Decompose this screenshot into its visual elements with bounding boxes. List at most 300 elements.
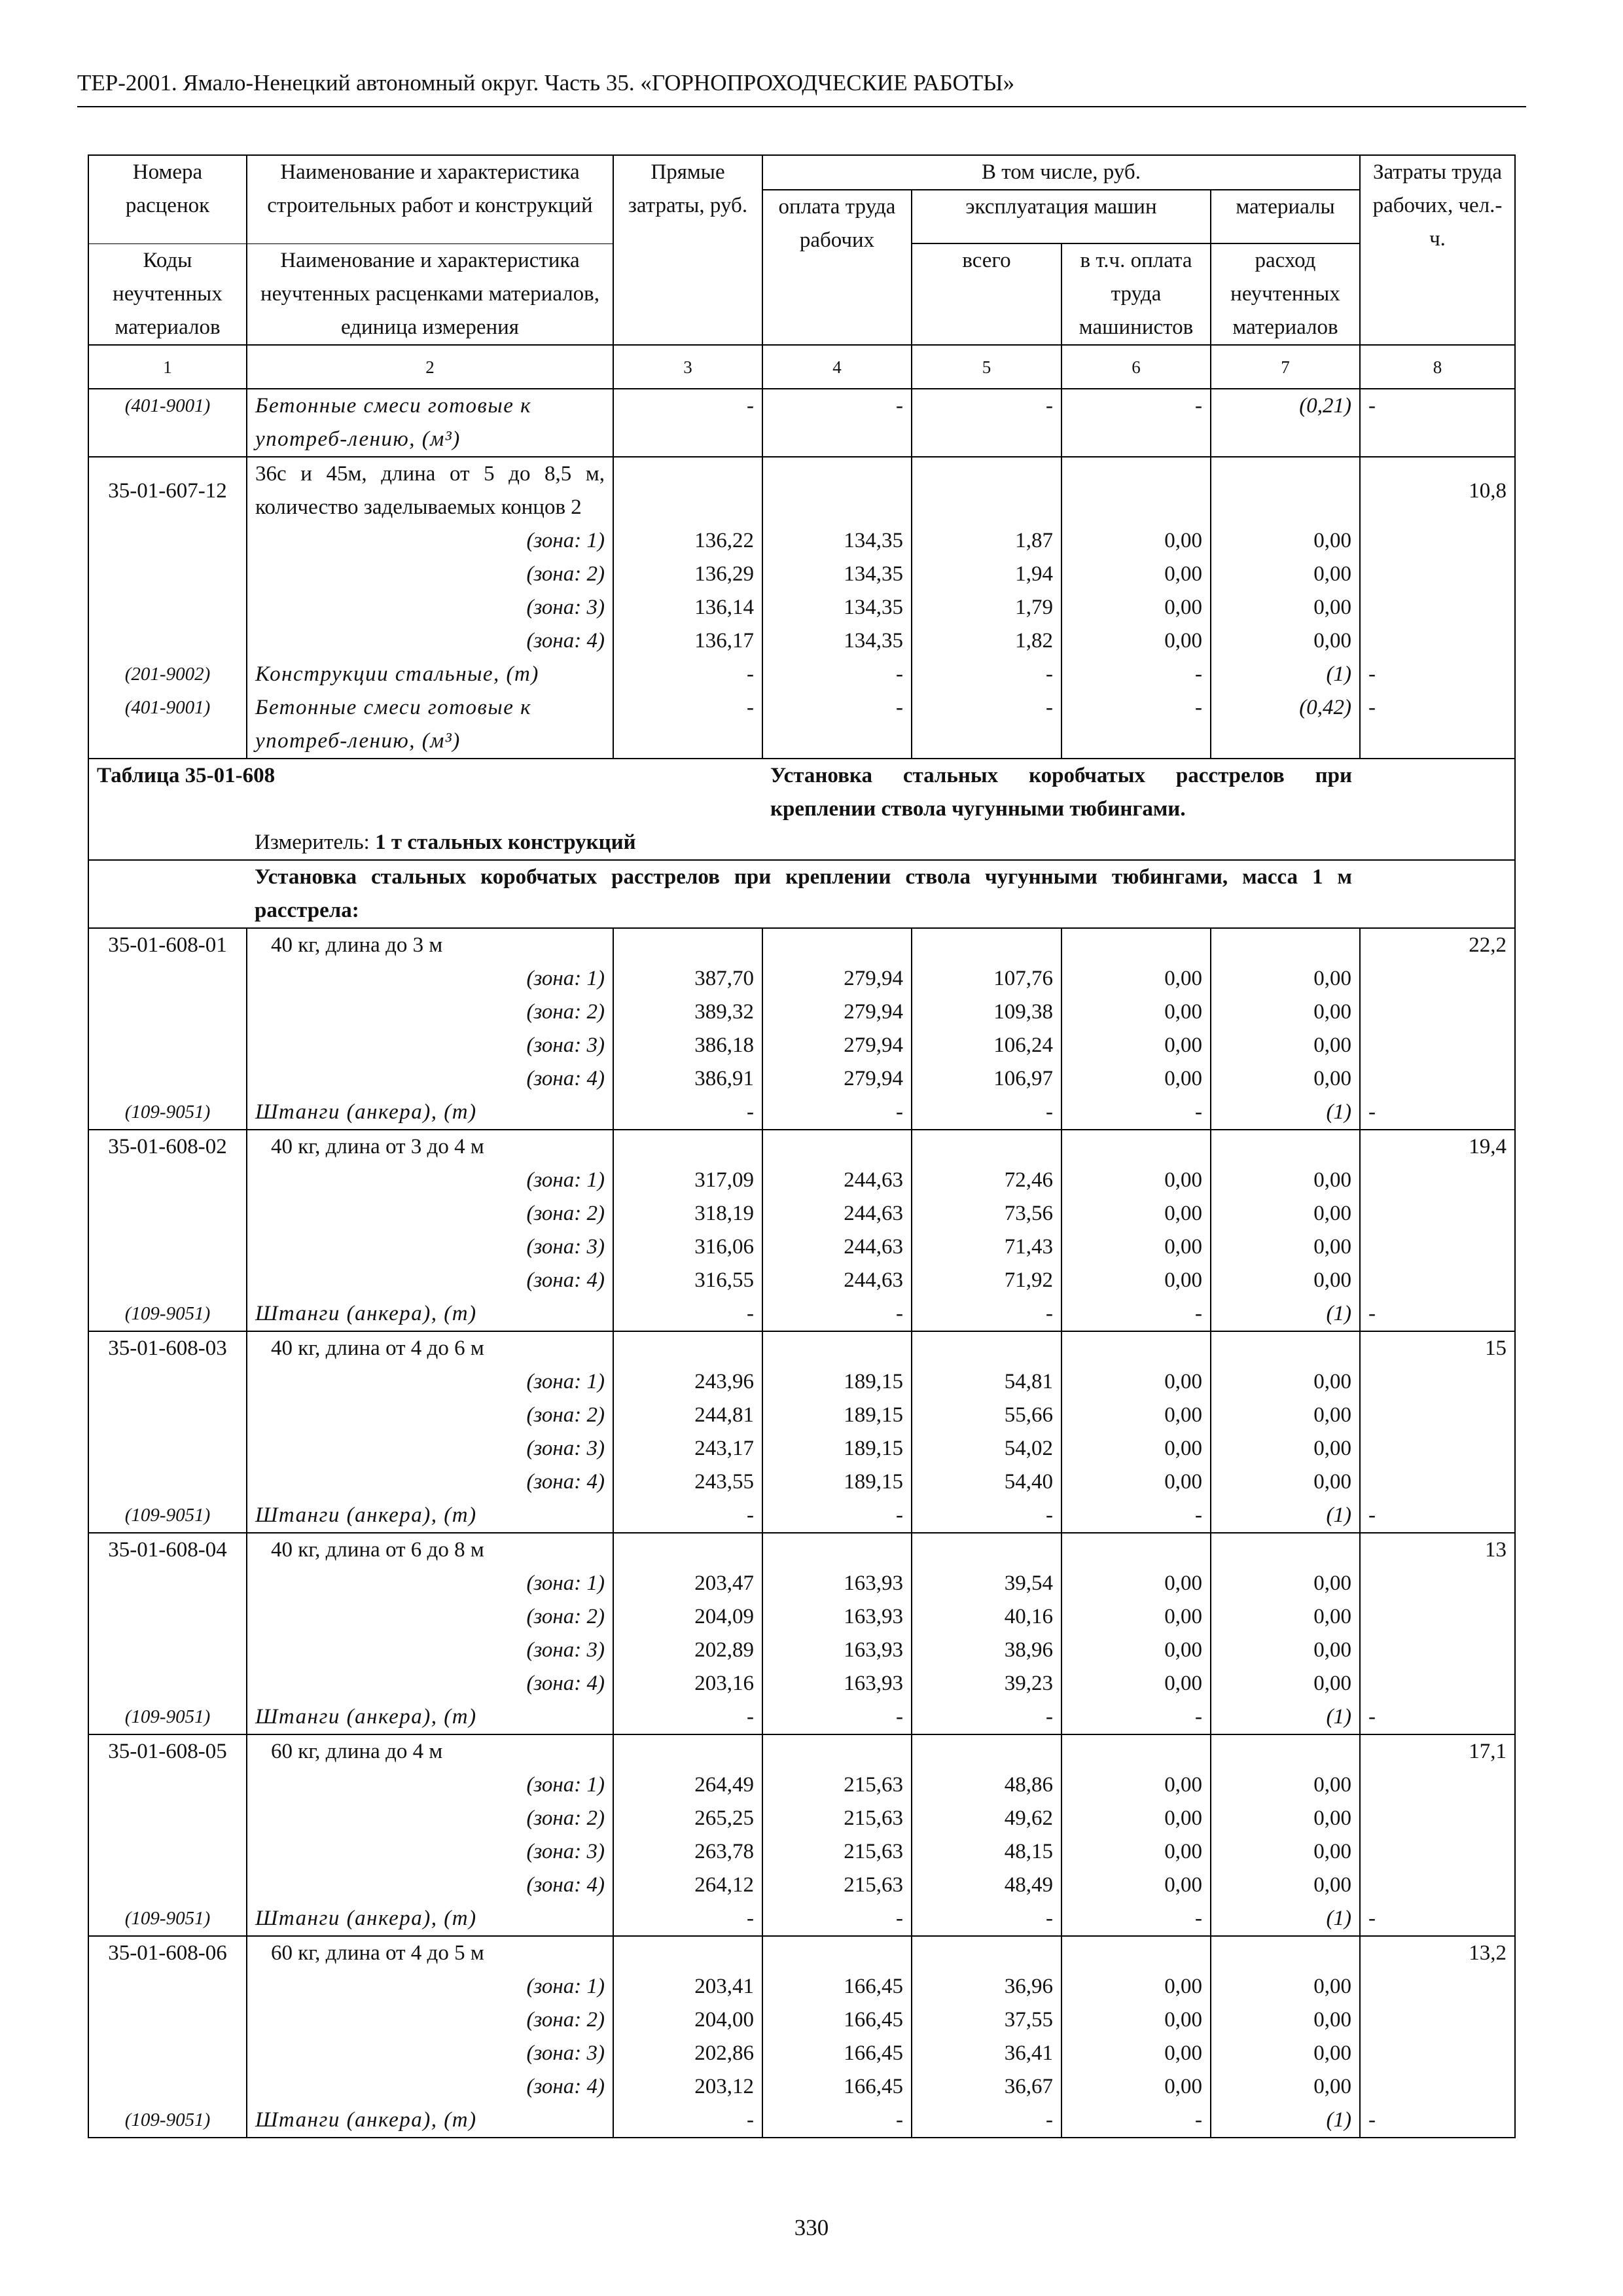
rate-description: 40 кг, длина от 6 до 8 м	[247, 1533, 613, 1567]
table-title: Установка стальных коробчатых расстрелов при креплении ствола чугунными тюбингами.	[770, 764, 1353, 821]
zone-row	[88, 1567, 1515, 1600]
material-code: (401-9001)	[88, 691, 247, 759]
cell-material-expense: 0,00	[1211, 1869, 1360, 1902]
cell-wages: 166,45	[762, 2003, 912, 2037]
cell-material-expense: (1)	[1211, 658, 1360, 691]
cell-labor	[1360, 1062, 1515, 1096]
zone-label: (зона: 3)	[247, 1835, 613, 1869]
empty-cell	[1211, 1331, 1360, 1365]
cell-machines-wages: 0,00	[1061, 1567, 1211, 1600]
cell-labor: 17,1	[1360, 1734, 1515, 1768]
col-number: 1	[88, 345, 247, 389]
zone-row	[88, 1667, 1515, 1700]
col-number: 4	[762, 345, 912, 389]
zone-spacer	[88, 1567, 247, 1600]
cell-labor: -	[1360, 1902, 1515, 1936]
material-row	[88, 2104, 1515, 2138]
cell-wages: 244,63	[762, 1230, 912, 1264]
material-row	[88, 389, 1515, 457]
zone-label: (зона: 2)	[247, 1802, 613, 1835]
cell-direct: 264,49	[613, 1768, 762, 1802]
empty-cell	[1061, 1936, 1211, 1970]
cell-wages: 134,35	[762, 524, 912, 558]
zone-row	[88, 1164, 1515, 1197]
material-code: (109-9051)	[88, 1700, 247, 1734]
cell-material-expense: 0,00	[1211, 1970, 1360, 2003]
material-name: Штанги (анкера), (т)	[247, 2104, 613, 2138]
cell-direct: -	[613, 658, 762, 691]
table-body-top-materials	[88, 658, 1515, 759]
cell-labor: -	[1360, 1297, 1515, 1331]
cell-machines: 1,79	[912, 591, 1061, 624]
zone-row	[88, 1264, 1515, 1297]
col-machines-wages: в т.ч. оплата труда машинистов	[1061, 243, 1211, 345]
cell-labor: -	[1360, 1096, 1515, 1130]
cell-machines-wages: 0,00	[1061, 1432, 1211, 1465]
cell-wages: 134,35	[762, 624, 912, 658]
zone-label: (зона: 3)	[247, 1634, 613, 1667]
cell-direct: 318,19	[613, 1197, 762, 1230]
zone-label: (зона: 1)	[247, 1365, 613, 1399]
material-name: Штанги (анкера), (т)	[247, 1902, 613, 1936]
rate-code: 35-01-607-12	[88, 457, 247, 524]
cell-direct: 244,81	[613, 1399, 762, 1432]
zone-spacer	[88, 1667, 247, 1700]
cell-machines: 1,94	[912, 558, 1061, 591]
cell-direct: 386,91	[613, 1062, 762, 1096]
cell-machines-wages: -	[1061, 1499, 1211, 1533]
cell-direct: -	[613, 389, 762, 457]
cell-material-expense: 0,00	[1211, 591, 1360, 624]
cell-machines: 38,96	[912, 1634, 1061, 1667]
empty-cell	[1061, 928, 1211, 962]
header-rule	[77, 106, 1526, 107]
zone-spacer	[88, 524, 247, 558]
cell-labor	[1360, 1197, 1515, 1230]
rate-items	[88, 928, 1515, 2138]
zone-spacer	[88, 1264, 247, 1297]
zone-label: (зона: 1)	[247, 962, 613, 996]
cell-direct: 243,96	[613, 1365, 762, 1399]
zone-row	[88, 996, 1515, 1029]
cell-machines-wages: 0,00	[1061, 1970, 1211, 2003]
empty-cell	[1061, 1734, 1211, 1768]
cell-labor: 10,8	[1360, 457, 1515, 524]
cell-machines-wages: 0,00	[1061, 1029, 1211, 1062]
cell-material-expense: 0,00	[1211, 2003, 1360, 2037]
cell-machines: 39,23	[912, 1667, 1061, 1700]
zone-label: (зона: 3)	[247, 1029, 613, 1062]
cell-direct: 204,09	[613, 1600, 762, 1634]
cell-direct: -	[613, 1096, 762, 1130]
col-number: 2	[247, 345, 613, 389]
cell-machines-wages: -	[1061, 1700, 1211, 1734]
zone-spacer	[88, 1768, 247, 1802]
col-number: 8	[1360, 345, 1515, 389]
measure	[247, 826, 1360, 860]
cell-machines: 55,66	[912, 1399, 1061, 1432]
zone-spacer	[88, 1365, 247, 1399]
cell-machines-wages: 0,00	[1061, 1869, 1211, 1902]
cell-machines: -	[912, 389, 1061, 457]
cell-machines: 54,81	[912, 1365, 1061, 1399]
cell-labor	[1360, 1600, 1515, 1634]
cell-direct: 389,32	[613, 996, 762, 1029]
zone-label: (зона: 2)	[247, 558, 613, 591]
zone-label: (зона: 1)	[247, 1768, 613, 1802]
cell-direct: 263,78	[613, 1835, 762, 1869]
cell-material-expense: (1)	[1211, 1902, 1360, 1936]
cell-direct: -	[613, 2104, 762, 2138]
cell-direct: 136,22	[613, 524, 762, 558]
cell-wages: 163,93	[762, 1600, 912, 1634]
cell-machines-wages: 0,00	[1061, 591, 1211, 624]
cell-wages: 163,93	[762, 1634, 912, 1667]
cell-wages: 189,15	[762, 1365, 912, 1399]
cell-direct: 243,17	[613, 1432, 762, 1465]
material-name: Бетонные смеси готовые к употреб-лению, (м³)	[247, 691, 613, 759]
cell-labor	[1360, 1869, 1515, 1902]
rate-row	[88, 1533, 1515, 1567]
zone-spacer	[88, 1197, 247, 1230]
cell-wages: 189,15	[762, 1465, 912, 1499]
cell-machines: 1,87	[912, 524, 1061, 558]
cell-material-expense: 0,00	[1211, 1802, 1360, 1835]
cell-labor	[1360, 1264, 1515, 1297]
cell-machines-wages: 0,00	[1061, 1600, 1211, 1634]
cell-machines: -	[912, 1902, 1061, 1936]
col-number: 3	[613, 345, 762, 389]
cell-direct: 203,16	[613, 1667, 762, 1700]
empty-cell	[613, 1734, 762, 1768]
zone-row	[88, 1869, 1515, 1902]
zone-row	[88, 2003, 1515, 2037]
cell-machines: 36,96	[912, 1970, 1061, 2003]
cell-labor	[1360, 1399, 1515, 1432]
cell-wages: 215,63	[762, 1802, 912, 1835]
material-name: Конструкции стальные, (т)	[247, 658, 613, 691]
zone-label: (зона: 3)	[247, 591, 613, 624]
zone-row	[88, 1230, 1515, 1264]
cell-machines: 106,97	[912, 1062, 1061, 1096]
zone-spacer	[88, 1164, 247, 1197]
cell-material-expense: (0,21)	[1211, 389, 1360, 457]
cell-machines-wages: 0,00	[1061, 996, 1211, 1029]
rate-description: 36с и 45м, длина от 5 до 8,5 м, количество заделываемых концов 2	[247, 457, 613, 524]
zone-spacer	[88, 1399, 247, 1432]
group-row	[88, 860, 1515, 928]
empty-cell	[762, 1936, 912, 1970]
rate-code: 35-01-608-04	[88, 1533, 247, 1567]
rate-row	[88, 1936, 1515, 1970]
cell-wages: 215,63	[762, 1869, 912, 1902]
cell-machines: -	[912, 1499, 1061, 1533]
rate-description: 40 кг, длина от 4 до 6 м	[247, 1331, 613, 1365]
material-name: Бетонные смеси готовые к употреб-лению, (м³)	[247, 389, 613, 457]
zone-row	[88, 591, 1515, 624]
cell-labor	[1360, 1365, 1515, 1399]
rate-code: 35-01-608-05	[88, 1734, 247, 1768]
column-numbers-row	[88, 345, 1515, 389]
cell-direct: -	[613, 1499, 762, 1533]
cell-wages: -	[762, 1902, 912, 1936]
cell-labor	[1360, 1230, 1515, 1264]
cell-wages: -	[762, 1700, 912, 1734]
zone-label: (зона: 4)	[247, 1869, 613, 1902]
zone-row	[88, 1634, 1515, 1667]
cell-labor: 22,2	[1360, 928, 1515, 962]
empty-cell	[1211, 1533, 1360, 1567]
cell-wages: 215,63	[762, 1835, 912, 1869]
cell-material-expense: 0,00	[1211, 558, 1360, 591]
zone-label: (зона: 2)	[247, 2003, 613, 2037]
material-row	[88, 1700, 1515, 1734]
empty-cell	[762, 1734, 912, 1768]
empty-cell	[912, 1734, 1061, 1768]
cell-wages: -	[762, 1096, 912, 1130]
zone-row	[88, 1600, 1515, 1634]
zone-spacer	[88, 558, 247, 591]
cell-material-expense: (1)	[1211, 1499, 1360, 1533]
cell-wages: 166,45	[762, 2037, 912, 2070]
cell-direct: 316,55	[613, 1264, 762, 1297]
cell-material-expense: 0,00	[1211, 1062, 1360, 1096]
cell-labor	[1360, 1465, 1515, 1499]
cell-machines: 54,02	[912, 1432, 1061, 1465]
cell-labor	[1360, 1802, 1515, 1835]
material-name: Штанги (анкера), (т)	[247, 1499, 613, 1533]
cell-material-expense: 0,00	[1211, 1600, 1360, 1634]
cell-machines-wages: 0,00	[1061, 1062, 1211, 1096]
rate-description: 40 кг, длина до 3 м	[247, 928, 613, 962]
cell-machines: -	[912, 658, 1061, 691]
cell-machines: 109,38	[912, 996, 1061, 1029]
rate-code: 35-01-608-06	[88, 1936, 247, 1970]
cell-material-expense: 0,00	[1211, 1029, 1360, 1062]
cell-wages: 189,15	[762, 1399, 912, 1432]
empty-cell	[1211, 928, 1360, 962]
zone-spacer	[88, 1230, 247, 1264]
cell-material-expense: (1)	[1211, 1297, 1360, 1331]
col-code-bottom: Коды неучтенных материалов	[88, 243, 247, 345]
cell-direct: 386,18	[613, 1029, 762, 1062]
rate-code: 35-01-608-01	[88, 928, 247, 962]
empty-cell	[1211, 1130, 1360, 1164]
cell-direct: 203,12	[613, 2070, 762, 2104]
cell-machines: 48,49	[912, 1869, 1061, 1902]
cell-wages: 163,93	[762, 1567, 912, 1600]
col-name-top: Наименование и характеристика строительных работ и конструкций	[247, 155, 613, 243]
cell-direct: 136,29	[613, 558, 762, 591]
empty-cell	[762, 928, 912, 962]
cell-machines: 48,86	[912, 1768, 1061, 1802]
cell-labor	[1360, 558, 1515, 591]
cell-labor: 15	[1360, 1331, 1515, 1365]
col-materials-expense: расход неучтенных материалов	[1211, 243, 1360, 345]
cell-material-expense: 0,00	[1211, 1432, 1360, 1465]
cell-machines: -	[912, 1700, 1061, 1734]
cell-direct: 203,47	[613, 1567, 762, 1600]
zone-label: (зона: 2)	[247, 1197, 613, 1230]
cell-wages: -	[762, 1297, 912, 1331]
cell-machines: -	[912, 691, 1061, 759]
zone-label: (зона: 1)	[247, 1970, 613, 2003]
cell-machines-wages: -	[1061, 658, 1211, 691]
cell-labor: -	[1360, 1499, 1515, 1533]
cell-material-expense: 0,00	[1211, 996, 1360, 1029]
zone-spacer	[88, 2037, 247, 2070]
zone-row	[88, 2037, 1515, 2070]
cell-machines: 73,56	[912, 1197, 1061, 1230]
page-number: 330	[794, 2215, 829, 2240]
zone-spacer	[88, 624, 247, 658]
material-row	[88, 1297, 1515, 1331]
zone-spacer	[88, 1600, 247, 1634]
cell-direct: 243,55	[613, 1465, 762, 1499]
cell-labor: 19,4	[1360, 1130, 1515, 1164]
cell-direct: 316,06	[613, 1230, 762, 1264]
cell-direct: 202,89	[613, 1634, 762, 1667]
zone-spacer	[88, 996, 247, 1029]
rate-row	[88, 928, 1515, 962]
cell-material-expense: 0,00	[1211, 524, 1360, 558]
table-number: Таблица 35-01-608	[88, 759, 762, 826]
cell-wages: 279,94	[762, 962, 912, 996]
zone-label: (зона: 1)	[247, 1567, 613, 1600]
cell-material-expense: 0,00	[1211, 1230, 1360, 1264]
cell-labor	[1360, 1634, 1515, 1667]
table-title-row	[88, 759, 1515, 826]
col-name-bottom: Наименование и характеристика неучтенных расценками материалов, единица измерения	[247, 243, 613, 345]
cell-wages: 215,63	[762, 1768, 912, 1802]
cell-labor: -	[1360, 1700, 1515, 1734]
measure-row	[88, 826, 1515, 860]
estimate-table	[88, 154, 1516, 2138]
cell-material-expense: (1)	[1211, 2104, 1360, 2138]
empty-cell	[613, 1331, 762, 1365]
rate-description: 40 кг, длина от 3 до 4 м	[247, 1130, 613, 1164]
zone-label: (зона: 4)	[247, 624, 613, 658]
cell-labor	[1360, 2070, 1515, 2104]
empty-cell	[1061, 1130, 1211, 1164]
cell-machines: 48,15	[912, 1835, 1061, 1869]
cell-machines-wages: 0,00	[1061, 1365, 1211, 1399]
cell-machines-wages: 0,00	[1061, 1802, 1211, 1835]
cell-labor	[1360, 2003, 1515, 2037]
cell-direct: -	[613, 1700, 762, 1734]
cell-direct: 136,14	[613, 591, 762, 624]
zone-label: (зона: 3)	[247, 1432, 613, 1465]
zone-row	[88, 1432, 1515, 1465]
col-number: 6	[1061, 345, 1211, 389]
cell-labor	[1360, 524, 1515, 558]
material-row	[88, 1499, 1515, 1533]
zone-spacer	[88, 2070, 247, 2104]
cell-direct: -	[613, 691, 762, 759]
cell-machines-wages: 0,00	[1061, 1164, 1211, 1197]
rate-row	[88, 457, 1515, 524]
cell-wages: 244,63	[762, 1264, 912, 1297]
zone-label: (зона: 3)	[247, 2037, 613, 2070]
zone-spacer	[88, 1634, 247, 1667]
col-materials: материалы	[1211, 190, 1360, 243]
cell-material-expense: (1)	[1211, 1096, 1360, 1130]
cell-wages: 279,94	[762, 1062, 912, 1096]
zone-spacer	[88, 1465, 247, 1499]
empty-cell	[1061, 1533, 1211, 1567]
cell-machines: -	[912, 1096, 1061, 1130]
running-header: ТЕР-2001. Ямало-Ненецкий автономный округ. Часть 35. «ГОРНОПРОХОДЧЕСКИЕ РАБОТЫ»	[77, 70, 1015, 96]
material-name: Штанги (анкера), (т)	[247, 1096, 613, 1130]
table-section	[88, 759, 1515, 928]
zone-row	[88, 1197, 1515, 1230]
cell-direct: 136,17	[613, 624, 762, 658]
cell-material-expense: 0,00	[1211, 2037, 1360, 2070]
cell-machines: 107,76	[912, 962, 1061, 996]
group-description: Установка стальных коробчатых расстрелов при креплении ствола чугунными тюбингами, масса 1 м расстрела:	[247, 860, 1360, 928]
cell-labor	[1360, 1567, 1515, 1600]
cell-wages: 244,63	[762, 1164, 912, 1197]
cell-direct: 202,86	[613, 2037, 762, 2070]
cell-labor	[1360, 962, 1515, 996]
cell-machines: 71,92	[912, 1264, 1061, 1297]
empty-cell	[762, 1533, 912, 1567]
empty-cell	[613, 928, 762, 962]
zone-row	[88, 1970, 1515, 2003]
cell-machines-wages: -	[1061, 1096, 1211, 1130]
cell-labor: -	[1360, 389, 1515, 457]
measure-label: Измеритель:	[255, 831, 370, 854]
zone-spacer	[88, 1062, 247, 1096]
table-header	[88, 155, 1515, 389]
cell-wages: -	[762, 691, 912, 759]
cell-machines: 36,67	[912, 2070, 1061, 2104]
col-machines-total: всего	[912, 243, 1061, 345]
zone-label: (зона: 4)	[247, 1667, 613, 1700]
cell-material-expense: (1)	[1211, 1700, 1360, 1734]
cell-machines-wages: 0,00	[1061, 1197, 1211, 1230]
cell-machines-wages: 0,00	[1061, 2003, 1211, 2037]
col-direct-costs: Прямые затраты, руб.	[613, 155, 762, 345]
col-machines: эксплуатация машин	[912, 190, 1211, 243]
cell-direct: 387,70	[613, 962, 762, 996]
table-body-top	[88, 389, 1515, 524]
rate-code: 35-01-608-03	[88, 1331, 247, 1365]
empty-cell	[1211, 1734, 1360, 1768]
cell-machines-wages: 0,00	[1061, 1768, 1211, 1802]
cell-machines-wages: 0,00	[1061, 2070, 1211, 2104]
cell-material-expense: 0,00	[1211, 624, 1360, 658]
zone-row	[88, 1835, 1515, 1869]
rate-description: 60 кг, длина до 4 м	[247, 1734, 613, 1768]
empty-cell	[912, 1130, 1061, 1164]
zone-label: (зона: 2)	[247, 996, 613, 1029]
empty-cell	[912, 1936, 1061, 1970]
col-number: 7	[1211, 345, 1360, 389]
empty-cell	[912, 1331, 1061, 1365]
cell-material-expense: 0,00	[1211, 2070, 1360, 2104]
zone-row	[88, 2070, 1515, 2104]
cell-labor	[1360, 1029, 1515, 1062]
cell-direct: 203,41	[613, 1970, 762, 2003]
cell-labor	[1360, 1432, 1515, 1465]
cell-machines-wages: -	[1061, 691, 1211, 759]
material-row	[88, 658, 1515, 691]
cell-machines-wages: 0,00	[1061, 1264, 1211, 1297]
cell-machines-wages: -	[1061, 389, 1211, 457]
cell-material-expense: 0,00	[1211, 1634, 1360, 1667]
zone-row	[88, 524, 1515, 558]
